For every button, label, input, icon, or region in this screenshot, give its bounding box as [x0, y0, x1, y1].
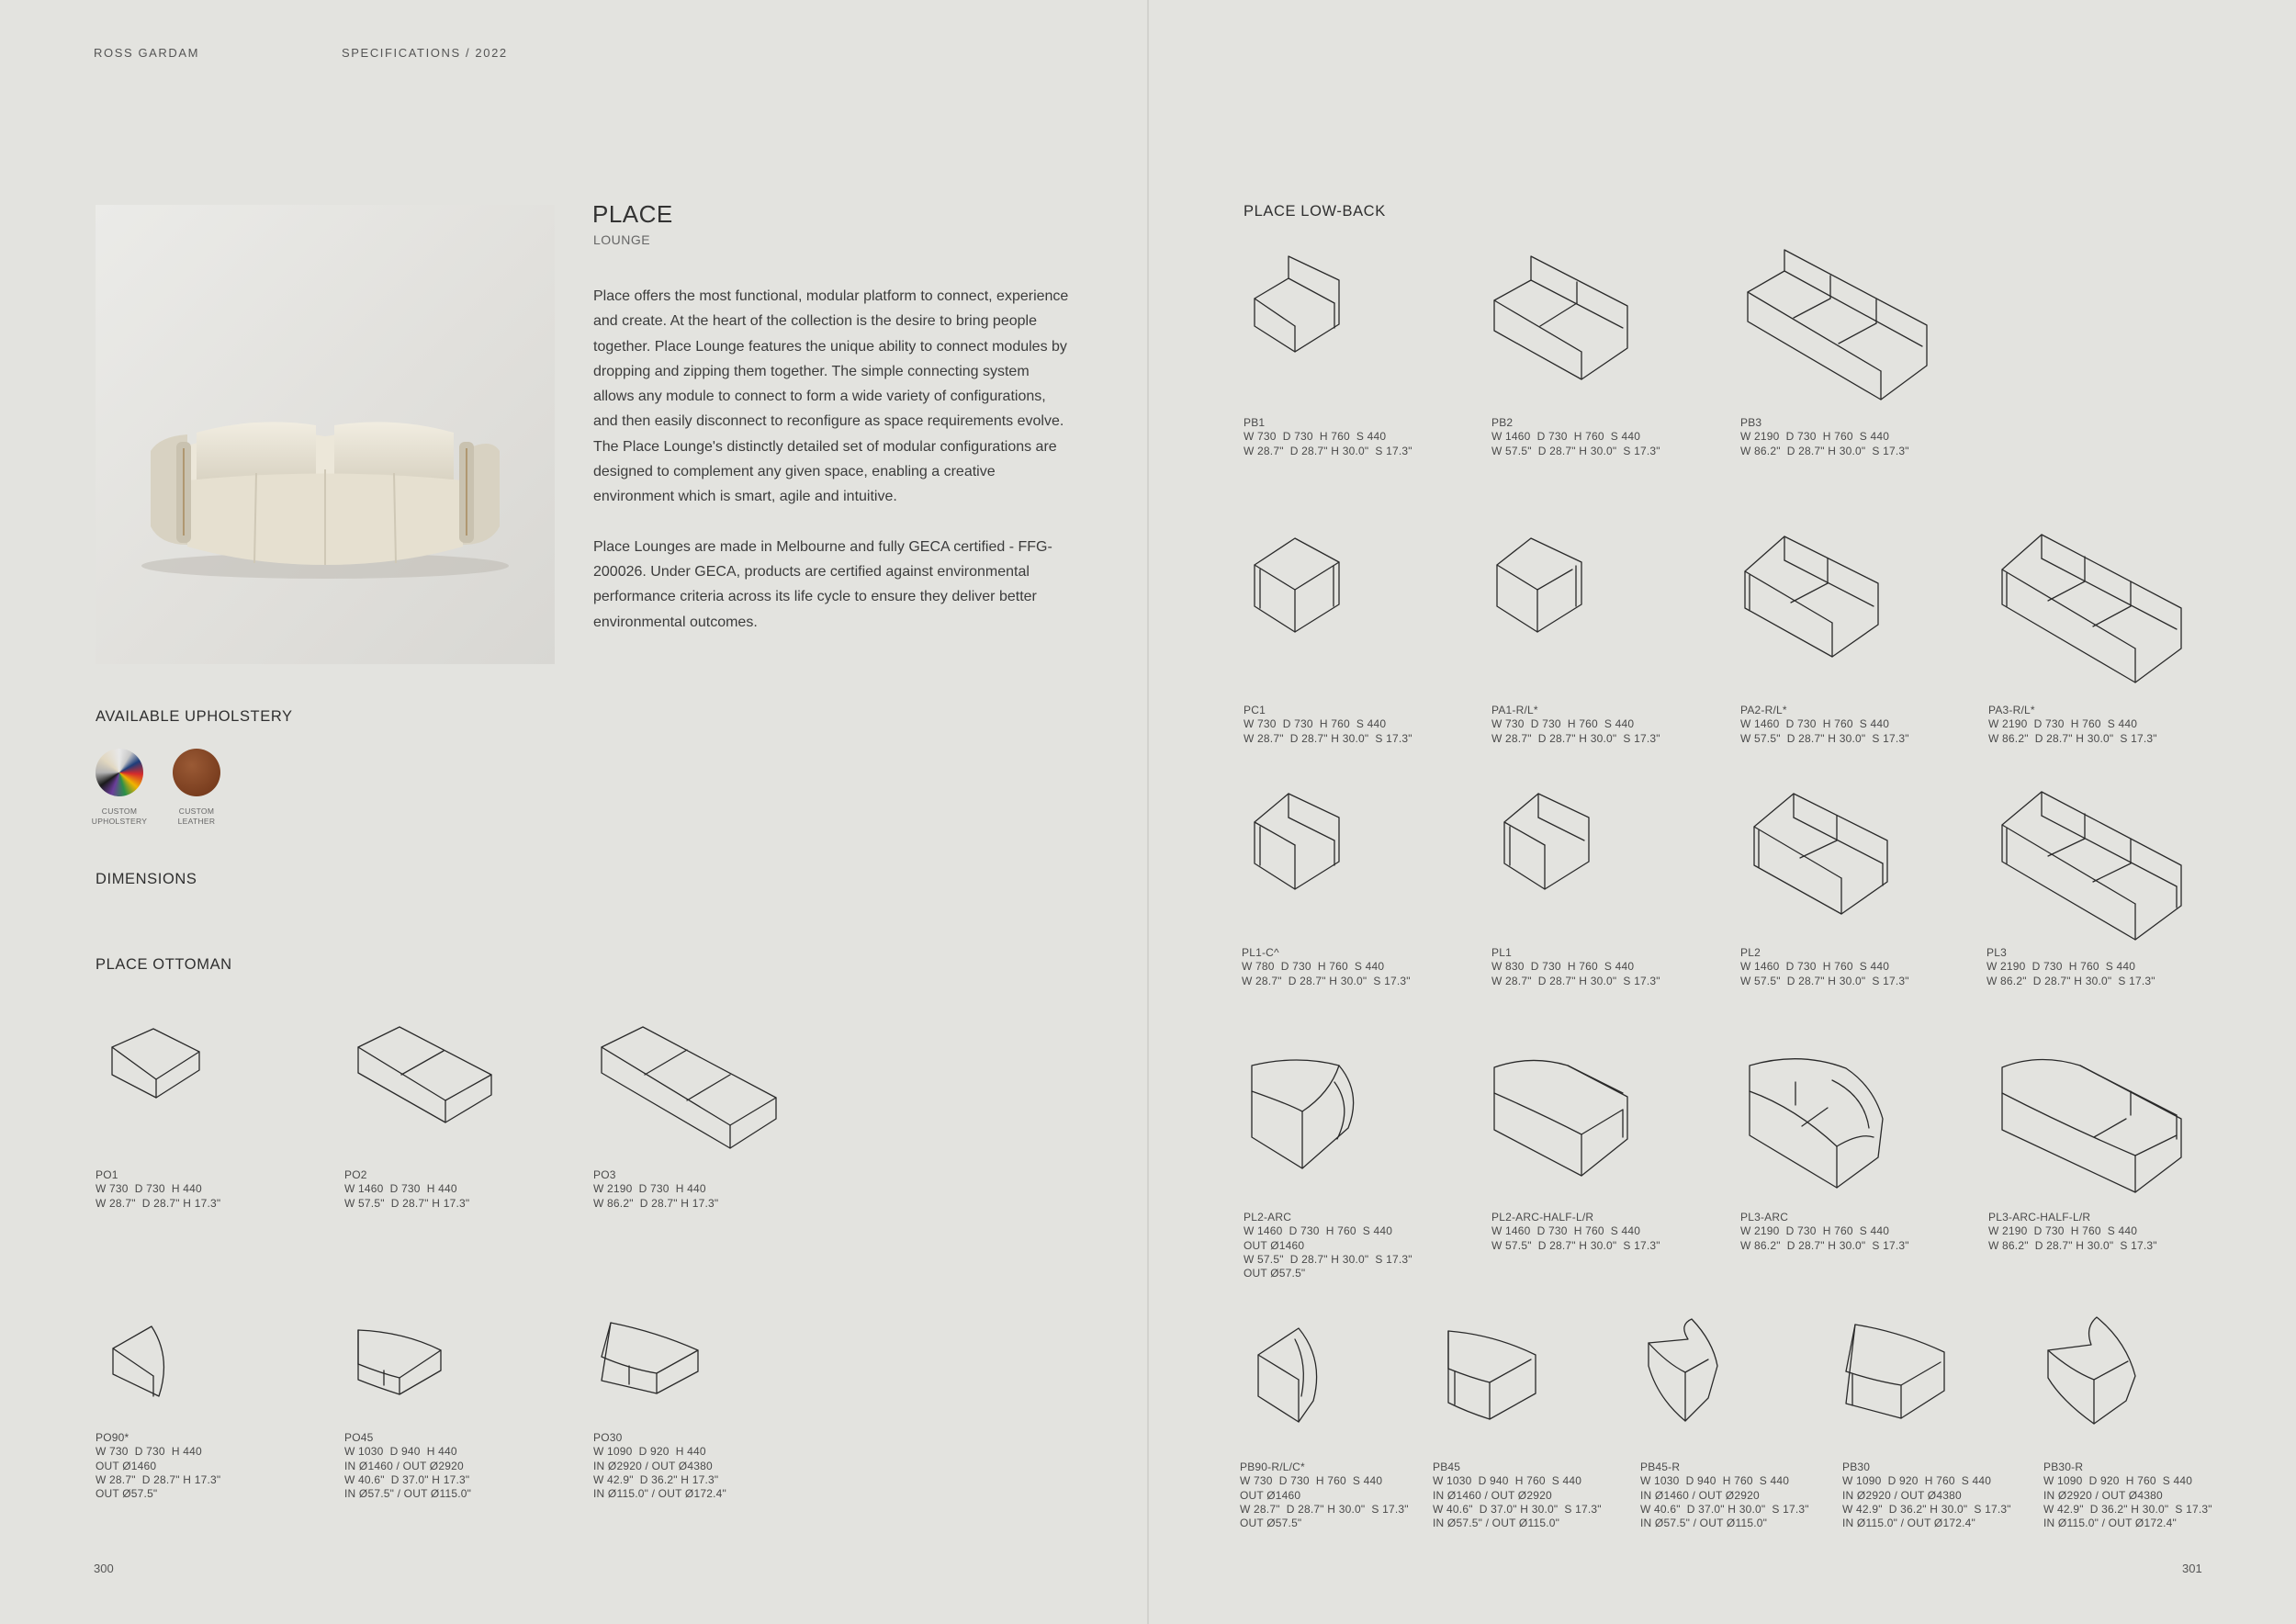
- spec-pb30: PB30 W 1090 D 920 H 760 S 440 IN Ø2920 / OUT Ø4380 W 42.9" D 36.2" H 30.0" S 17.3" IN Ø115.0" / OUT Ø172.4": [1842, 1460, 2011, 1530]
- spec-pl2-arc: PL2-ARC W 1460 D 730 H 760 S 440 OUT Ø1460 W 57.5" D 28.7" H 30.0" S 17.3" OUT Ø57.5": [1244, 1211, 1412, 1280]
- po30-drawing: [597, 1318, 707, 1401]
- po90-drawing: [106, 1321, 179, 1404]
- spec-pl1: PL1 W 830 D 730 H 760 S 440 W 28.7" D 28.7" H 30.0" S 17.3": [1491, 946, 1660, 987]
- spacer: [1079, 0, 1080, 1]
- pb45r-drawing: [1644, 1315, 1736, 1426]
- page-divider: [1147, 0, 1149, 1624]
- spec-po30: PO30 W 1090 D 920 H 440 IN Ø2920 / OUT Ø4380 W 42.9" D 36.2" H 17.3" IN Ø115.0" / OUT Ø172.4": [593, 1431, 726, 1501]
- spec-pb3: PB3 W 2190 D 730 H 760 S 440 W 86.2" D 28.7" H 30.0" S 17.3": [1740, 416, 1909, 457]
- swatch-label-leather: CUSTOM LEATHER: [177, 806, 216, 826]
- spec-po45: PO45 W 1030 D 940 H 440 IN Ø1460 / OUT Ø2920 W 40.6" D 37.0" H 17.3" IN Ø57.5" / OUT Ø115.0": [344, 1431, 472, 1501]
- pb30-drawing: [1841, 1321, 1952, 1422]
- po2-drawing: [354, 1020, 501, 1130]
- page-number-right: 301: [2182, 1562, 2202, 1575]
- spec-pl3-arc-half: PL3-ARC-HALF-L/R W 2190 D 730 H 760 S 440 W 86.2" D 28.7" H 30.0" S 17.3": [1988, 1211, 2157, 1252]
- sofa-image: [96, 205, 555, 664]
- spec-pa1: PA1-R/L* W 730 D 730 H 760 S 440 W 28.7" D 28.7" H 30.0" S 17.3": [1491, 704, 1660, 745]
- pa2-drawing: [1740, 533, 1887, 661]
- pl3-drawing: [1998, 788, 2190, 949]
- spec-pb1: PB1 W 730 D 730 H 760 S 440 W 28.7" D 28.7" H 30.0" S 17.3": [1244, 416, 1412, 457]
- lowback-heading: PLACE LOW-BACK: [1244, 203, 1386, 220]
- pb1-drawing: [1247, 253, 1348, 358]
- product-description: [593, 284, 1071, 635]
- spec-pb30r: PB30-R W 1090 D 920 H 760 S 440 IN Ø2920 / OUT Ø4380 W 42.9" D 36.2" H 30.0" S 17.3" IN Ø115.0" / OUT Ø172.4": [2043, 1460, 2212, 1530]
- spec-po3: PO3 W 2190 D 730 H 440 W 86.2" D 28.7" H 17.3": [593, 1168, 719, 1210]
- custom-upholstery-swatch[interactable]: [96, 749, 143, 796]
- spec-pb90: PB90-R/L/C* W 730 D 730 H 760 S 440 OUT Ø1460 W 28.7" D 28.7" H 30.0" S 17.3" OUT Ø57.5": [1240, 1460, 1409, 1530]
- spec-po90: PO90* W 730 D 730 H 440 OUT Ø1460 W 28.7" D 28.7" H 17.3" OUT Ø57.5": [96, 1431, 221, 1501]
- description-paragraph-2: The Place Lounge's distinctly detailed set of modular configurations are designed to complement any given space, enabling a creative environment which is smart, agile and intuitive.: [593, 438, 1057, 505]
- spec-pb2: PB2 W 1460 D 730 H 760 S 440 W 57.5" D 28.7" H 30.0" S 17.3": [1491, 416, 1660, 457]
- dimensions-heading: DIMENSIONS: [96, 871, 197, 887]
- page-number-left: 300: [94, 1562, 114, 1575]
- pl2-arc-drawing: [1247, 1056, 1367, 1176]
- po45-drawing: [354, 1323, 455, 1405]
- pb90-drawing: [1251, 1323, 1334, 1428]
- pb45-drawing: [1444, 1327, 1545, 1424]
- pl2-arc-half-drawing: [1490, 1056, 1637, 1185]
- spec-pl3: PL3 W 2190 D 730 H 760 S 440 W 86.2" D 28.7" H 30.0" S 17.3": [1986, 946, 2155, 987]
- spec-po2: PO2 W 1460 D 730 H 440 W 57.5" D 28.7" H 17.3": [344, 1168, 470, 1210]
- pb30r-drawing: [2043, 1314, 2144, 1428]
- spec-pl2-arc-half: PL2-ARC-HALF-L/R W 1460 D 730 H 760 S 440 W 57.5" D 28.7" H 30.0" S 17.3": [1491, 1211, 1660, 1252]
- spec-pb45r: PB45-R W 1030 D 940 H 760 S 440 IN Ø1460 / OUT Ø2920 W 40.6" D 37.0" H 30.0" S 17.3" IN Ø57.5" / OUT Ø115.0": [1640, 1460, 1809, 1530]
- pa1-drawing: [1490, 533, 1591, 638]
- pb3-drawing: [1743, 248, 1936, 409]
- spec-pa3: PA3-R/L* W 2190 D 730 H 760 S 440 W 86.2" D 28.7" H 30.0" S 17.3": [1988, 704, 2157, 745]
- spec-pb45: PB45 W 1030 D 940 H 760 S 440 IN Ø1460 / OUT Ø2920 W 40.6" D 37.0" H 30.0" S 17.3" IN Ø57.5" / OUT Ø115.0": [1433, 1460, 1602, 1530]
- ottoman-heading: PLACE OTTOMAN: [96, 956, 232, 973]
- description-paragraph-1: Place offers the most functional, modular platform to connect, experience and create. At the heart of the collection is the desire to bring people together. Place Lounge features the unique ability to connect modules by dropping and zipping them together. The simple connecting system allows any module to connect to form a wide variety of configurations, and then easily disconnect to reconfigure as space requirements evolve.: [593, 288, 1069, 430]
- po3-drawing: [597, 1020, 781, 1157]
- pc1-drawing: [1247, 533, 1348, 638]
- spec-pl1c: PL1-C^ W 780 D 730 H 760 S 440 W 28.7" D 28.7" H 30.0" S 17.3": [1242, 946, 1411, 987]
- spec-pa2: PA2-R/L* W 1460 D 730 H 760 S 440 W 57.5" D 28.7" H 30.0" S 17.3": [1740, 704, 1909, 745]
- product-subtitle: LOUNGE: [593, 232, 651, 247]
- pa3-drawing: [1998, 531, 2190, 692]
- pb2-drawing: [1490, 253, 1637, 386]
- spec-pl2: PL2 W 1460 D 730 H 760 S 440 W 57.5" D 28.7" H 30.0" S 17.3": [1740, 946, 1909, 987]
- pl1c-drawing: [1247, 790, 1348, 896]
- product-photo: [96, 205, 555, 664]
- spec-po1: PO1 W 730 D 730 H 440 W 28.7" D 28.7" H 17.3": [96, 1168, 221, 1210]
- brand-header: ROSS GARDAM: [94, 46, 200, 60]
- upholstery-heading: AVAILABLE UPHOLSTERY: [96, 708, 293, 725]
- pl3-arc-half-drawing: [1998, 1054, 2190, 1201]
- pl3-arc-drawing: [1745, 1054, 1901, 1192]
- swatch-label-upholstery: CUSTOM UPHOLSTERY: [91, 806, 148, 826]
- pl1-drawing: [1497, 790, 1598, 896]
- custom-leather-swatch[interactable]: [173, 749, 220, 796]
- spec-pl3-arc: PL3-ARC W 2190 D 730 H 760 S 440 W 86.2" D 28.7" H 30.0" S 17.3": [1740, 1211, 1909, 1252]
- po1-drawing: [103, 1020, 204, 1107]
- description-paragraph-3: Place Lounges are made in Melbourne and fully GECA certified - FFG-200026. Under GECA, products are certified against environmental performance criteria across its life cycle to ensure they deliver better environmental outcomes.: [593, 538, 1052, 630]
- product-title: PLACE: [592, 200, 673, 228]
- pl2-drawing: [1750, 790, 1896, 919]
- section-header: SPECIFICATIONS / 2022: [342, 46, 508, 60]
- spec-pc1: PC1 W 730 D 730 H 760 S 440 W 28.7" D 28.7" H 30.0" S 17.3": [1244, 704, 1412, 745]
